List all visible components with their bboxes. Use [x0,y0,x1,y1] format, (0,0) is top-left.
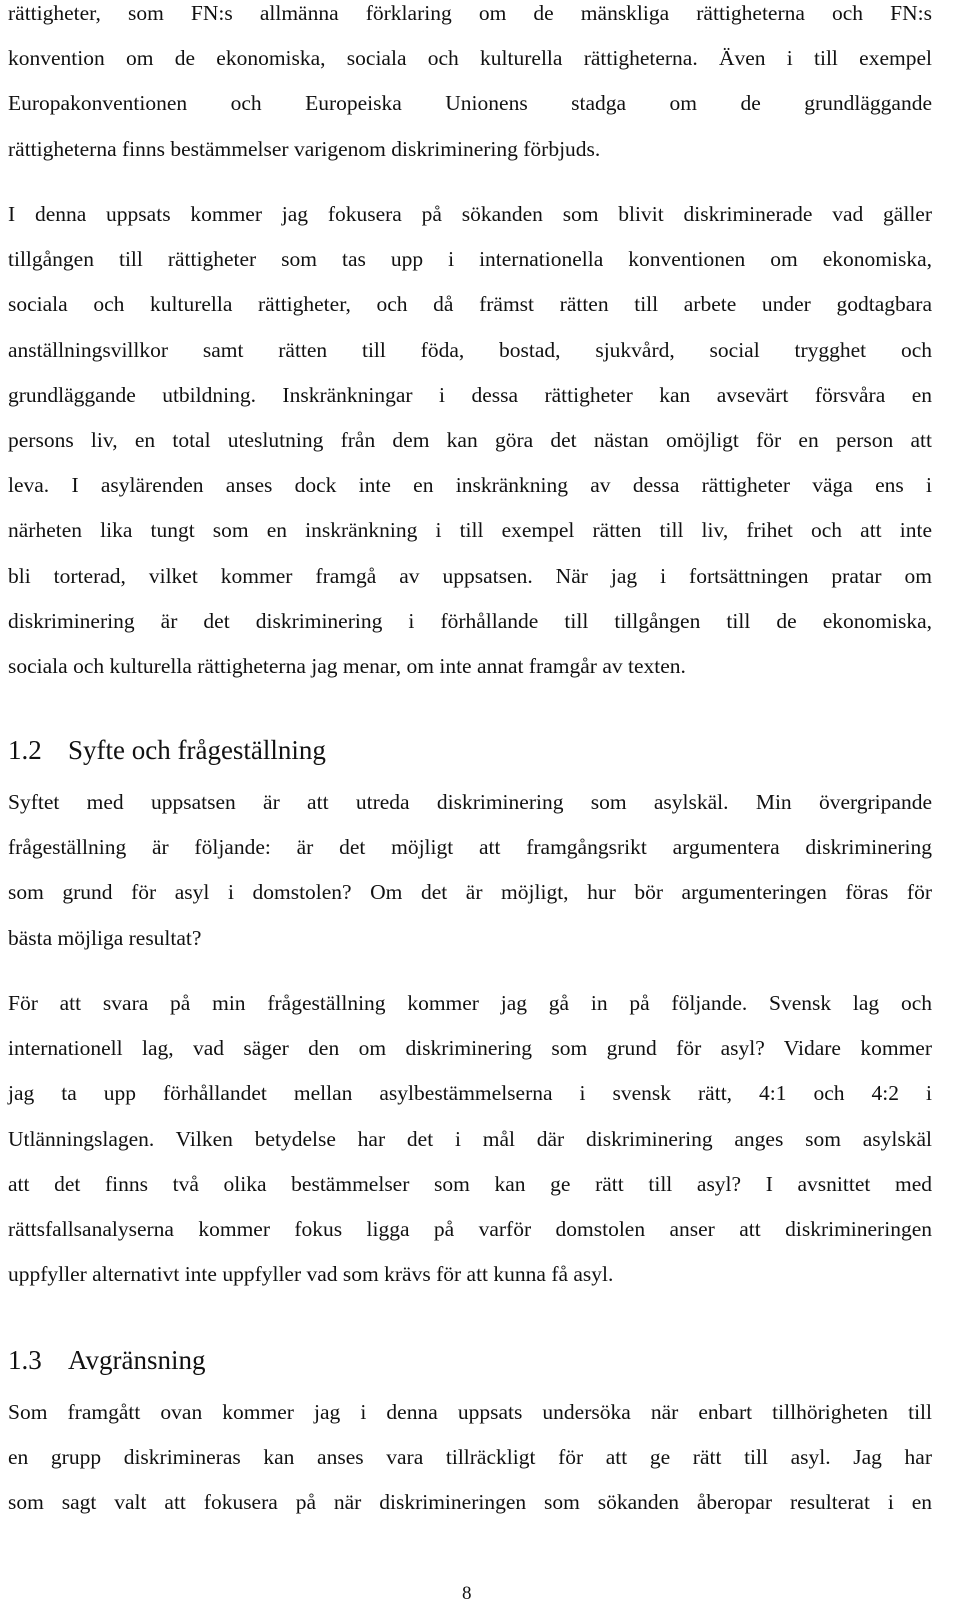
text-line: grundläggande utbildning. Inskränkningar i dessa rättigheter kan avsevärt försvåra en [8,382,932,407]
paragraph-purpose [8,789,932,970]
section-number: 1.2 [8,735,42,765]
text-line: Som framgått ovan kommer jag i denna uppsats undersöka när enbart tillhörigheten till [8,1400,932,1424]
text-line: frågeställning är följande: är det möjligt att framgångsrikt argumentera diskriminering [8,835,932,860]
text-line: konvention om de ekonomiska, sociala och kulturella rättigheterna. Även i till exempel [8,46,932,71]
text-line: som grund för asyl i domstolen? Om det är möjligt, hur bör argumenteringen föras för [8,880,932,905]
section-heading-1-3 [8,1344,205,1376]
text-line: rättigheterna finns bestämmelser varigenom diskriminering förbjuds. [8,136,601,161]
text-line: bli torterad, vilket kommer framgå av uppsatsen. När jag i fortsättningen pratar om [8,563,932,588]
text-line: internationell lag, vad säger den om diskriminering som grund för asyl? Vidare kommer [8,1036,932,1061]
text-line: sociala och kulturella rättigheterna jag menar, om inte annat framgår av texten. [8,653,686,678]
text-line: som sagt valt att fokusera på när diskrimineringen som sökanden åberopar resulterat i en [8,1490,932,1515]
text-line: att det finns två olika bestämmelser som kan ge rätt till asyl? I avsnittet med [8,1171,932,1196]
text-line: persons liv, en total uteslutning från dem kan göra det nästan omöjligt för en person att [8,427,932,452]
text-line: uppfyller alternativt inte uppfyller vad som krävs för att kunna få asyl. [8,1262,614,1287]
text-line: en grupp diskrimineras kan anses vara tillräckligt för att ge rätt till asyl. Jag har [8,1445,932,1470]
section-number: 1.3 [8,1345,42,1375]
text-line: För att svara på min frågeställning kommer jag gå in på följande. Svensk lag och [8,991,932,1015]
paragraph-intro-continued [8,0,932,181]
text-line: bästa möjliga resultat? [8,925,202,950]
section-title: Syfte och frågeställning [68,735,326,765]
text-line: diskriminering är det diskriminering i förhållande till tillgången till de ekonomiska, [8,608,932,633]
text-line: närheten lika tungt som en inskränkning i till exempel rätten till liv, frihet och att inte [8,518,932,543]
text-line: anställningsvillkor samt rätten till föda, bostad, sjukvård, social trygghet och [8,337,932,362]
text-line: I denna uppsats kommer jag fokusera på sökanden som blivit diskriminerade vad gäller [8,202,932,226]
text-line: rättsfallsanalyserna kommer fokus ligga på varför domstolen anser att diskrimineringen [8,1216,932,1241]
text-line: Utlänningslagen. Vilken betydelse har det i mål där diskriminering anges som asylskäl [8,1126,932,1151]
text-line: Syftet med uppsatsen är att utreda diskriminering som asylskäl. Min övergripande [8,790,932,814]
section-heading-1-2 [8,734,326,766]
text-line: tillgången till rättigheter som tas upp i internationella konventionen om ekonomiska, [8,247,932,272]
paragraph-delimitation [8,1399,932,1535]
paragraph-method [8,990,932,1306]
text-line: sociala och kulturella rättigheter, och då främst rätten till arbete under godtagbara [8,292,932,317]
text-line: jag ta upp förhållandet mellan asylbestämmelserna i svensk rätt, 4:1 och 4:2 i [8,1081,932,1106]
text-line: rättigheter, som FN:s allmänna förklaring om de mänskliga rättigheterna och FN:s [8,1,932,25]
section-title: Avgränsning [68,1345,206,1375]
text-line: leva. I asylärenden anses dock inte en inskränkning av dessa rättigheter väga ens i [8,473,932,498]
page-number: 8 [462,1583,472,1604]
text-line: Europakonventionen och Europeiska Unionens stadga om de grundläggande [8,91,932,116]
paragraph-focus [8,201,932,698]
